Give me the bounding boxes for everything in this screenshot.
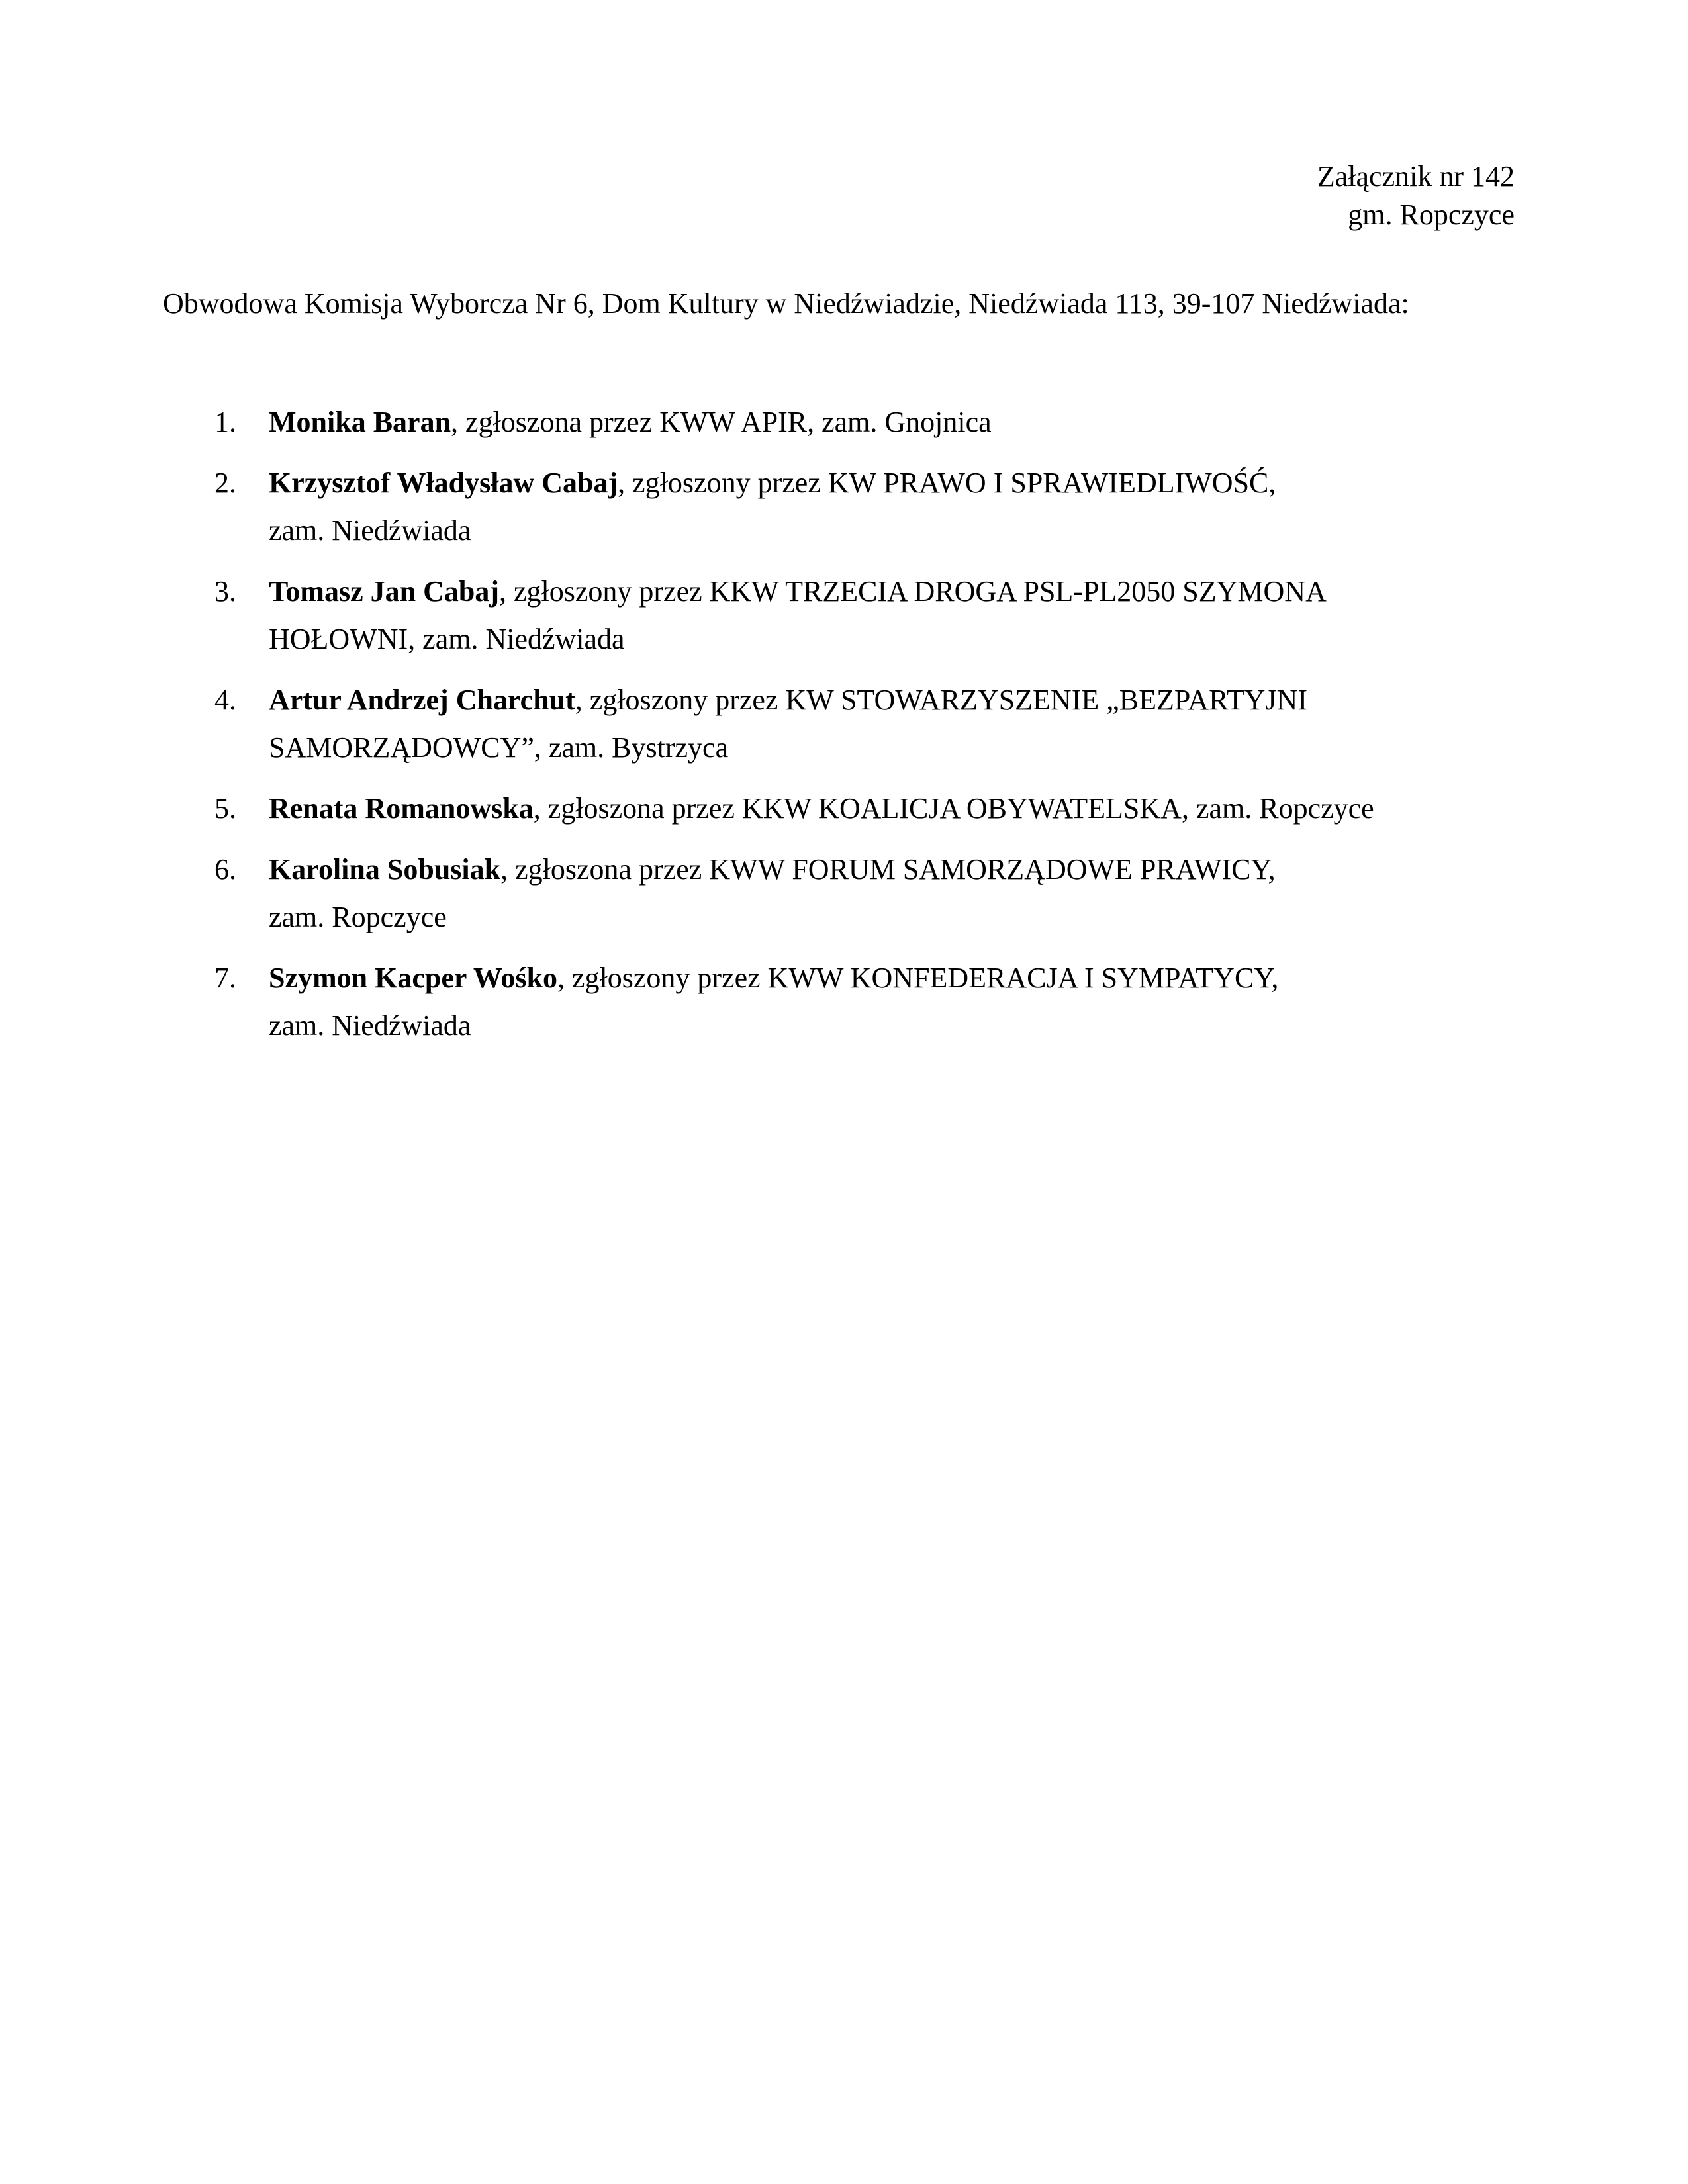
list-item: [214, 568, 1525, 663]
member-name: Monika Baran: [269, 406, 451, 438]
item-text: [269, 568, 1525, 663]
item-text: [269, 785, 1525, 833]
member-details-continued: zam. Niedźwiada: [269, 514, 471, 547]
member-details-continued: zam. Ropczyce: [269, 901, 447, 933]
item-text: [269, 398, 1525, 446]
member-details: , zgłoszona przez KWW APIR, zam. Gnojnica: [451, 406, 992, 438]
list-item: [214, 846, 1525, 941]
item-line: [269, 954, 1525, 1002]
list-item: [214, 398, 1525, 446]
item-number: 5.: [214, 792, 236, 825]
list-item: [214, 785, 1525, 833]
municipality-name: gm. Ropczyce: [1348, 199, 1515, 231]
member-details-continued: HOŁOWNI, zam. Niedźwiada: [269, 623, 625, 655]
item-number: 6.: [214, 853, 236, 886]
commission-title: Obwodowa Komisja Wyborcza Nr 6, Dom Kultury w Niedźwiadzie, Niedźwiada 113, 39-107 Niedźwiada:: [163, 287, 1409, 320]
member-details: , zgłoszony przez KKW TRZECIA DROGA PSL-PL2050 SZYMONA: [498, 575, 1327, 608]
item-line: [269, 676, 1525, 724]
member-details: , zgłoszona przez KKW KOALICJA OBYWATELSKA, zam. Ropczyce: [533, 792, 1374, 825]
item-text: [269, 954, 1525, 1050]
item-number: 7.: [214, 962, 236, 994]
item-line: [269, 459, 1525, 507]
item-line: [269, 785, 1525, 833]
item-line: [269, 568, 1525, 615]
item-number: 3.: [214, 575, 236, 608]
item-number: 1.: [214, 406, 236, 438]
member-details: , zgłoszona przez KWW FORUM SAMORZĄDOWE PRAWICY,: [500, 853, 1276, 886]
member-details-continued: SAMORZĄDOWCY”, zam. Bystrzyca: [269, 731, 729, 764]
item-text: [269, 676, 1525, 772]
member-details: , zgłoszony przez KW STOWARZYSZENIE „BEZPARTYJNI: [575, 684, 1307, 716]
item-line: [269, 846, 1525, 893]
item-text: [269, 459, 1525, 555]
attachment-header: [1317, 158, 1515, 234]
member-name: Artur Andrzej Charchut: [269, 684, 575, 716]
item-line: [269, 398, 1525, 446]
member-details: , zgłoszony przez KW PRAWO I SPRAWIEDLIWOŚĆ,: [618, 467, 1276, 499]
member-name: Szymon Kacper Wośko: [269, 962, 557, 994]
member-list: [214, 398, 1525, 1063]
member-details-continued: zam. Niedźwiada: [269, 1009, 471, 1042]
item-text: [269, 846, 1525, 941]
item-number: 2.: [214, 467, 236, 499]
member-details: , zgłoszony przez KWW KONFEDERACJA I SYMPATYCY,: [557, 962, 1279, 994]
item-number: 4.: [214, 684, 236, 716]
list-item: [214, 459, 1525, 555]
member-name: Tomasz Jan Cabaj: [269, 575, 499, 608]
list-item: [214, 954, 1525, 1050]
member-name: Karolina Sobusiak: [269, 853, 501, 886]
member-name: Renata Romanowska: [269, 792, 534, 825]
attachment-number: Załącznik nr 142: [1317, 160, 1515, 193]
member-name: Krzysztof Władysław Cabaj: [269, 467, 618, 499]
list-item: [214, 676, 1525, 772]
